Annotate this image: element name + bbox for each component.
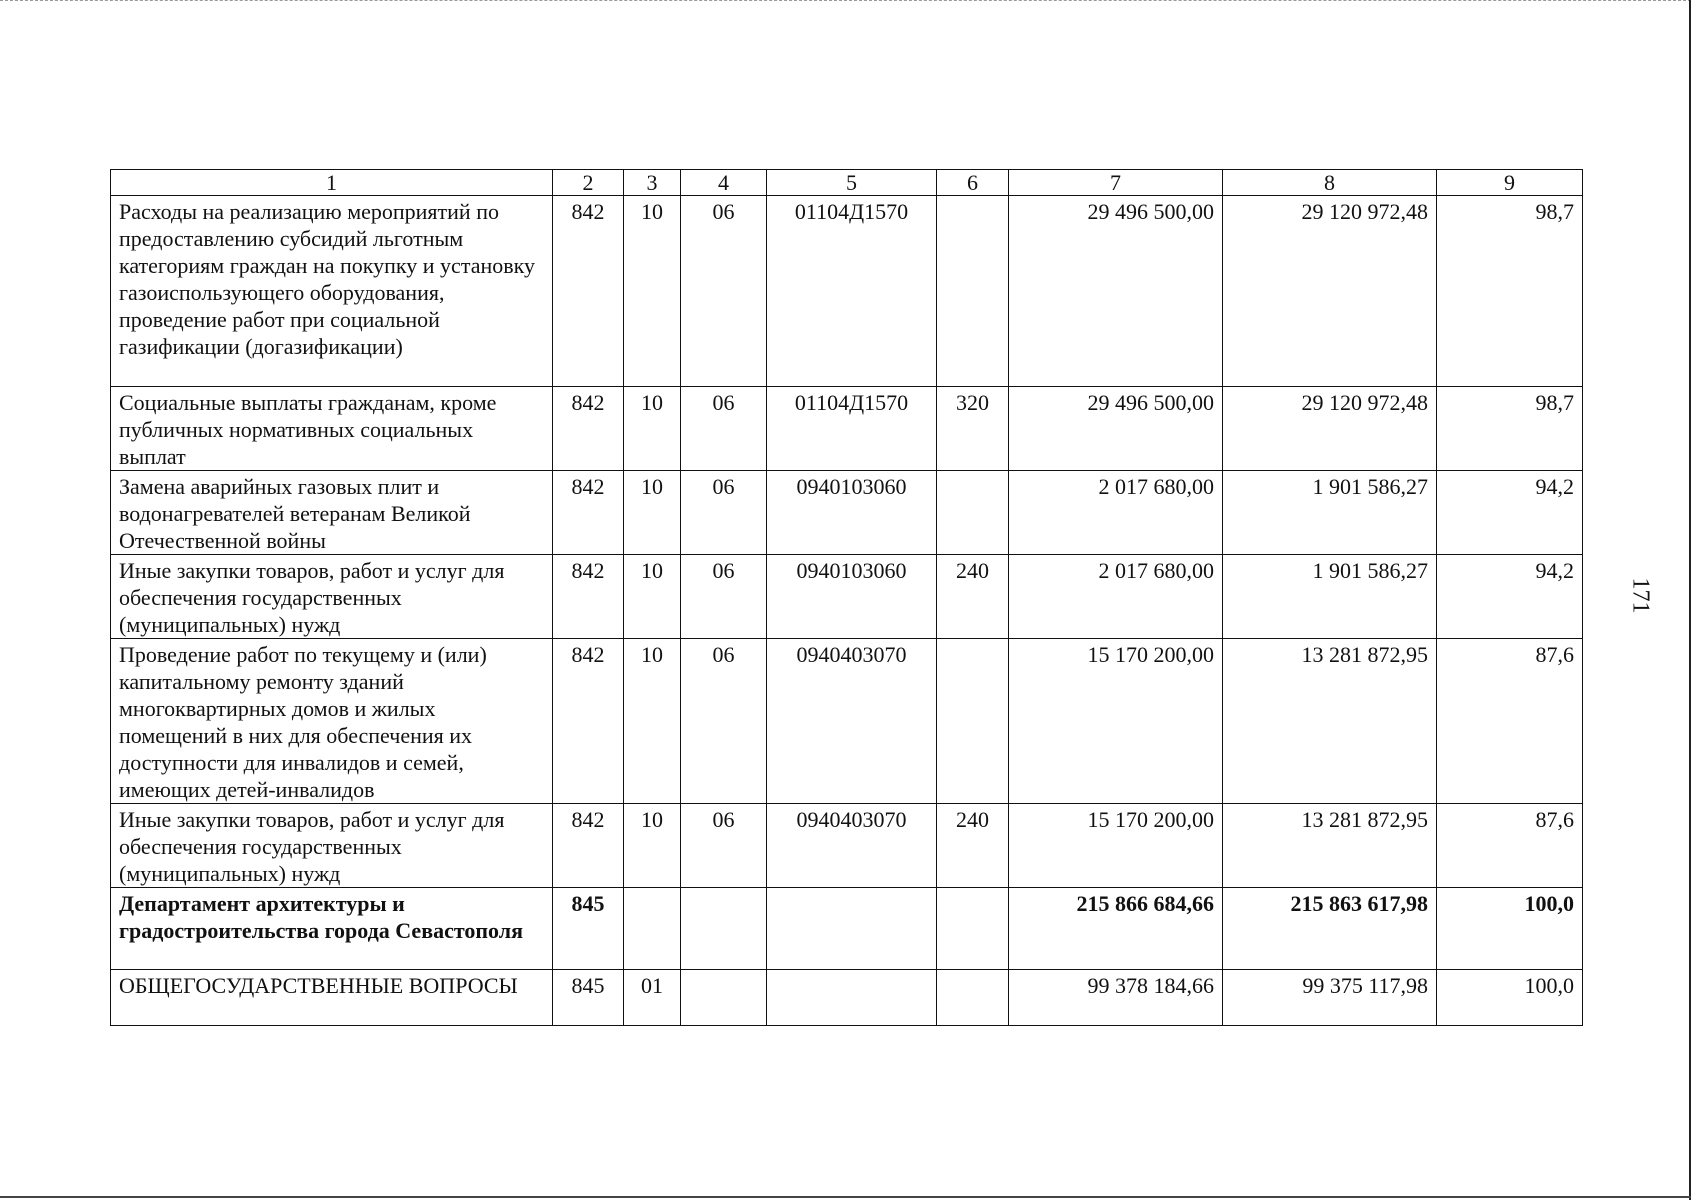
table-row [111, 555, 1583, 639]
cell-target-article [767, 888, 937, 970]
cell-ministry-code: 842 [553, 196, 624, 387]
cell-ministry-code: 842 [553, 639, 624, 804]
table-row [111, 196, 1583, 387]
column-header: 9 [1437, 170, 1583, 196]
table-row [111, 471, 1583, 555]
table-row [111, 387, 1583, 471]
cell-expense-type: 320 [937, 387, 1009, 471]
cell-expense-type [937, 639, 1009, 804]
cell-subsection: 06 [681, 387, 767, 471]
table-row [111, 970, 1583, 1026]
column-header: 1 [111, 170, 553, 196]
cell-percent: 87,6 [1437, 804, 1583, 888]
cell-actual-amount: 29 120 972,48 [1223, 196, 1437, 387]
cell-section: 10 [624, 387, 681, 471]
cell-section: 01 [624, 970, 681, 1026]
cell-section: 10 [624, 471, 681, 555]
table-row [111, 804, 1583, 888]
row-name: Расходы на реализацию мероприятий по предоставлению субсидий льготным категориям граждан на покупку и установку газоиспользующего оборудования, проведение работ при социальной газификации (догазификации) [111, 196, 553, 387]
cell-expense-type [937, 196, 1009, 387]
cell-expense-type [937, 970, 1009, 1026]
cell-ministry-code: 842 [553, 387, 624, 471]
cell-planned-amount: 29 496 500,00 [1009, 387, 1223, 471]
cell-target-article: 01104Д1570 [767, 387, 937, 471]
cell-section: 10 [624, 555, 681, 639]
row-name: Департамент архитектуры и градостроительства города Севастополя [111, 888, 553, 970]
row-name: Замена аварийных газовых плит и водонагревателей ветеранам Великой Отечественной войны [111, 471, 553, 555]
cell-subsection: 06 [681, 196, 767, 387]
cell-ministry-code: 842 [553, 555, 624, 639]
table-row [111, 639, 1583, 804]
cell-percent: 98,7 [1437, 387, 1583, 471]
cell-percent: 100,0 [1437, 888, 1583, 970]
cell-section [624, 888, 681, 970]
cell-planned-amount: 99 378 184,66 [1009, 970, 1223, 1026]
cell-actual-amount: 1 901 586,27 [1223, 555, 1437, 639]
table-row-department-total [111, 888, 1583, 970]
cell-subsection: 06 [681, 555, 767, 639]
cell-section: 10 [624, 196, 681, 387]
cell-ministry-code: 845 [553, 970, 624, 1026]
cell-percent: 100,0 [1437, 970, 1583, 1026]
cell-target-article: 0940103060 [767, 471, 937, 555]
column-header: 2 [553, 170, 624, 196]
cell-planned-amount: 29 496 500,00 [1009, 196, 1223, 387]
page-edge-bottom [0, 1196, 1691, 1198]
column-header: 5 [767, 170, 937, 196]
cell-ministry-code: 842 [553, 471, 624, 555]
cell-target-article: 0940403070 [767, 804, 937, 888]
cell-percent: 94,2 [1437, 555, 1583, 639]
row-name: Иные закупки товаров, работ и услуг для обеспечения государственных (муниципальных) нужд [111, 555, 553, 639]
column-header: 3 [624, 170, 681, 196]
cell-expense-type [937, 888, 1009, 970]
cell-expense-type: 240 [937, 804, 1009, 888]
cell-target-article: 0940403070 [767, 639, 937, 804]
cell-actual-amount: 13 281 872,95 [1223, 804, 1437, 888]
cell-subsection: 06 [681, 471, 767, 555]
page-edge-top [0, 0, 1691, 1]
cell-actual-amount: 99 375 117,98 [1223, 970, 1437, 1026]
cell-ministry-code: 842 [553, 804, 624, 888]
column-header: 7 [1009, 170, 1223, 196]
cell-subsection [681, 888, 767, 970]
cell-target-article: 01104Д1570 [767, 196, 937, 387]
cell-percent: 94,2 [1437, 471, 1583, 555]
cell-expense-type: 240 [937, 555, 1009, 639]
column-header: 8 [1223, 170, 1437, 196]
row-name: Иные закупки товаров, работ и услуг для обеспечения государственных (муниципальных) нужд [111, 804, 553, 888]
cell-planned-amount: 15 170 200,00 [1009, 639, 1223, 804]
budget-execution-table [110, 169, 1583, 1026]
cell-subsection [681, 970, 767, 1026]
cell-ministry-code: 845 [553, 888, 624, 970]
cell-actual-amount: 215 863 617,98 [1223, 888, 1437, 970]
row-name: Социальные выплаты гражданам, кроме публичных нормативных социальных выплат [111, 387, 553, 471]
cell-percent: 98,7 [1437, 196, 1583, 387]
cell-section: 10 [624, 639, 681, 804]
cell-target-article [767, 970, 937, 1026]
column-header: 4 [681, 170, 767, 196]
cell-percent: 87,6 [1437, 639, 1583, 804]
cell-actual-amount: 13 281 872,95 [1223, 639, 1437, 804]
row-name: Проведение работ по текущему и (или) капитальному ремонту зданий многоквартирных домов и жилых помещений в них для обеспечения их доступности для инвалидов и семей, имеющих детей-инвалидов [111, 639, 553, 804]
column-number-row [111, 170, 1583, 196]
cell-planned-amount: 15 170 200,00 [1009, 804, 1223, 888]
cell-planned-amount: 2 017 680,00 [1009, 471, 1223, 555]
cell-section: 10 [624, 804, 681, 888]
column-header: 6 [937, 170, 1009, 196]
cell-expense-type [937, 471, 1009, 555]
cell-subsection: 06 [681, 804, 767, 888]
cell-actual-amount: 1 901 586,27 [1223, 471, 1437, 555]
cell-actual-amount: 29 120 972,48 [1223, 387, 1437, 471]
cell-planned-amount: 215 866 684,66 [1009, 888, 1223, 970]
cell-subsection: 06 [681, 639, 767, 804]
page-number: 171 [1627, 577, 1654, 614]
row-name: ОБЩЕГОСУДАРСТВЕННЫЕ ВОПРОСЫ [111, 970, 553, 1026]
cell-target-article: 0940103060 [767, 555, 937, 639]
cell-planned-amount: 2 017 680,00 [1009, 555, 1223, 639]
